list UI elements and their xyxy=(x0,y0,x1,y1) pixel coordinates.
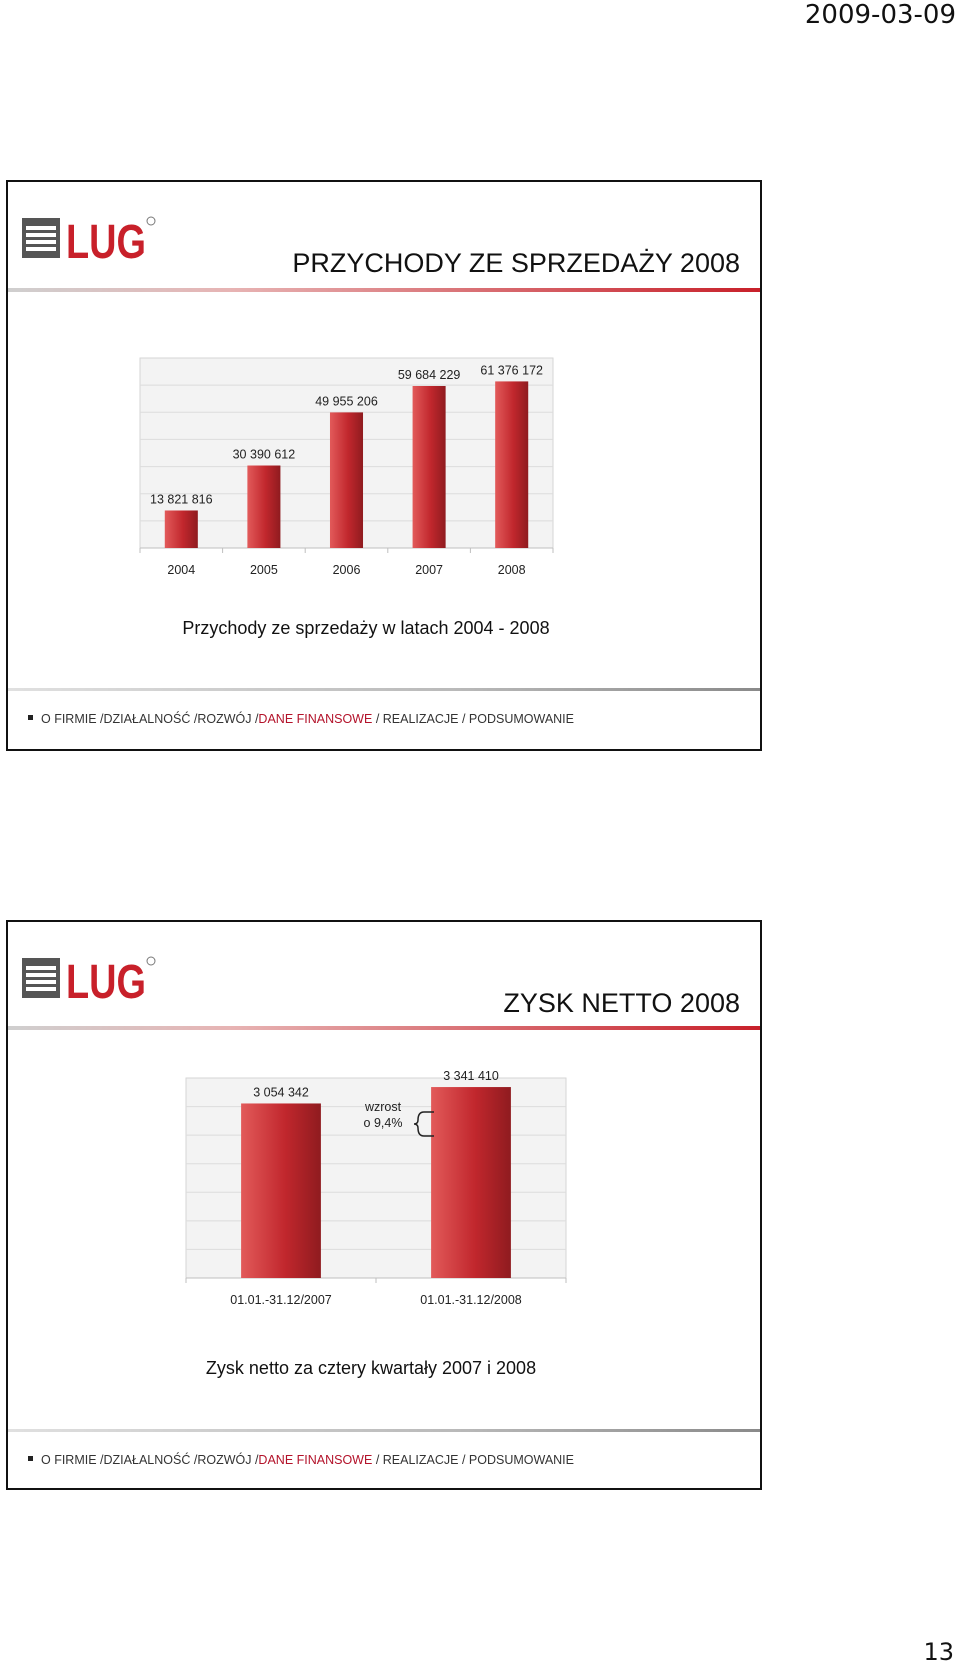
nav-rest[interactable]: / REALIZACJE / PODSUMOWANIE xyxy=(375,1453,574,1467)
nav-o-firmie[interactable]: O FIRMIE xyxy=(41,1453,97,1467)
bar-2007 xyxy=(413,386,446,548)
x-tick-label: 01.01.-31.12/2008 xyxy=(420,1293,522,1307)
bar-01.01.-31.12/2007 xyxy=(241,1103,321,1278)
x-tick-label: 2005 xyxy=(249,563,278,577)
navigation-breadcrumb xyxy=(28,712,574,726)
nav-dzialalnosc[interactable]: /DZIAŁALNOŚĆ xyxy=(100,712,191,726)
nav-dane-finansowe[interactable]: DANE FINANSOWE xyxy=(258,1453,373,1467)
x-tick-label: 2007 xyxy=(415,563,444,577)
nav-rest[interactable]: / REALIZACJE / PODSUMOWANIE xyxy=(375,712,574,726)
data-label: 61 376 172 xyxy=(480,363,543,378)
x-tick-label: 01.01.-31.12/2007 xyxy=(230,1293,332,1307)
navigation-breadcrumb xyxy=(28,1453,574,1467)
page-number: 13 xyxy=(923,1638,954,1666)
net-profit-bar-chart xyxy=(178,1069,598,1324)
x-tick-label: 2006 xyxy=(332,563,361,577)
chart-caption: Zysk netto za cztery kwartały 2007 i 2008 xyxy=(205,1358,537,1378)
nav-dzialalnosc[interactable]: /DZIAŁALNOŚĆ xyxy=(100,1453,191,1467)
bullet-icon xyxy=(28,715,33,720)
data-label: 59 684 229 xyxy=(397,367,461,382)
page-date: 2009-03-09 xyxy=(804,0,956,30)
nav-o-firmie[interactable]: O FIRMIE xyxy=(41,712,97,726)
lug-logo xyxy=(20,212,160,264)
x-tick-label: 2004 xyxy=(167,563,196,577)
x-tick-label: 2008 xyxy=(497,563,526,577)
footer-rule xyxy=(8,1429,760,1432)
lug-logo xyxy=(20,952,160,1004)
chart-caption: Przychody ze sprzedaży w latach 2004 - 2008 xyxy=(182,618,550,638)
data-label: 3 054 342 xyxy=(253,1085,309,1100)
nav-dane-finansowe[interactable]: DANE FINANSOWE xyxy=(258,712,373,726)
bar-2006 xyxy=(330,412,363,548)
footer-rule xyxy=(8,688,760,691)
slide-title: ZYSK NETTO 2008 xyxy=(503,988,740,1018)
revenue-bar-chart xyxy=(138,352,578,592)
svg-text:LUG: LUG xyxy=(66,956,146,1004)
nav-rozwoj[interactable]: /ROZWÓJ / xyxy=(193,712,259,726)
nav-rozwoj[interactable]: /ROZWÓJ / xyxy=(193,1453,259,1467)
growth-annotation: o 9,4% xyxy=(363,1116,403,1130)
bar-2008 xyxy=(495,381,528,548)
slide-title: PRZYCHODY ZE SPRZEDAŻY 2008 xyxy=(292,248,740,278)
data-label: 49 955 206 xyxy=(315,394,378,409)
bar-2005 xyxy=(247,466,280,548)
bar-01.01.-31.12/2008 xyxy=(431,1087,511,1278)
svg-text:LUG: LUG xyxy=(66,216,146,264)
slide-revenue xyxy=(6,180,762,751)
title-rule xyxy=(8,1026,760,1030)
bar-2004 xyxy=(165,510,198,548)
bullet-icon xyxy=(28,1456,33,1461)
data-label: 13 821 816 xyxy=(150,492,213,507)
title-rule xyxy=(8,288,760,292)
slide-net-profit xyxy=(6,920,762,1490)
growth-annotation: wzrost xyxy=(364,1100,402,1114)
data-label: 30 390 612 xyxy=(232,447,296,462)
data-label: 3 341 410 xyxy=(443,1069,499,1084)
